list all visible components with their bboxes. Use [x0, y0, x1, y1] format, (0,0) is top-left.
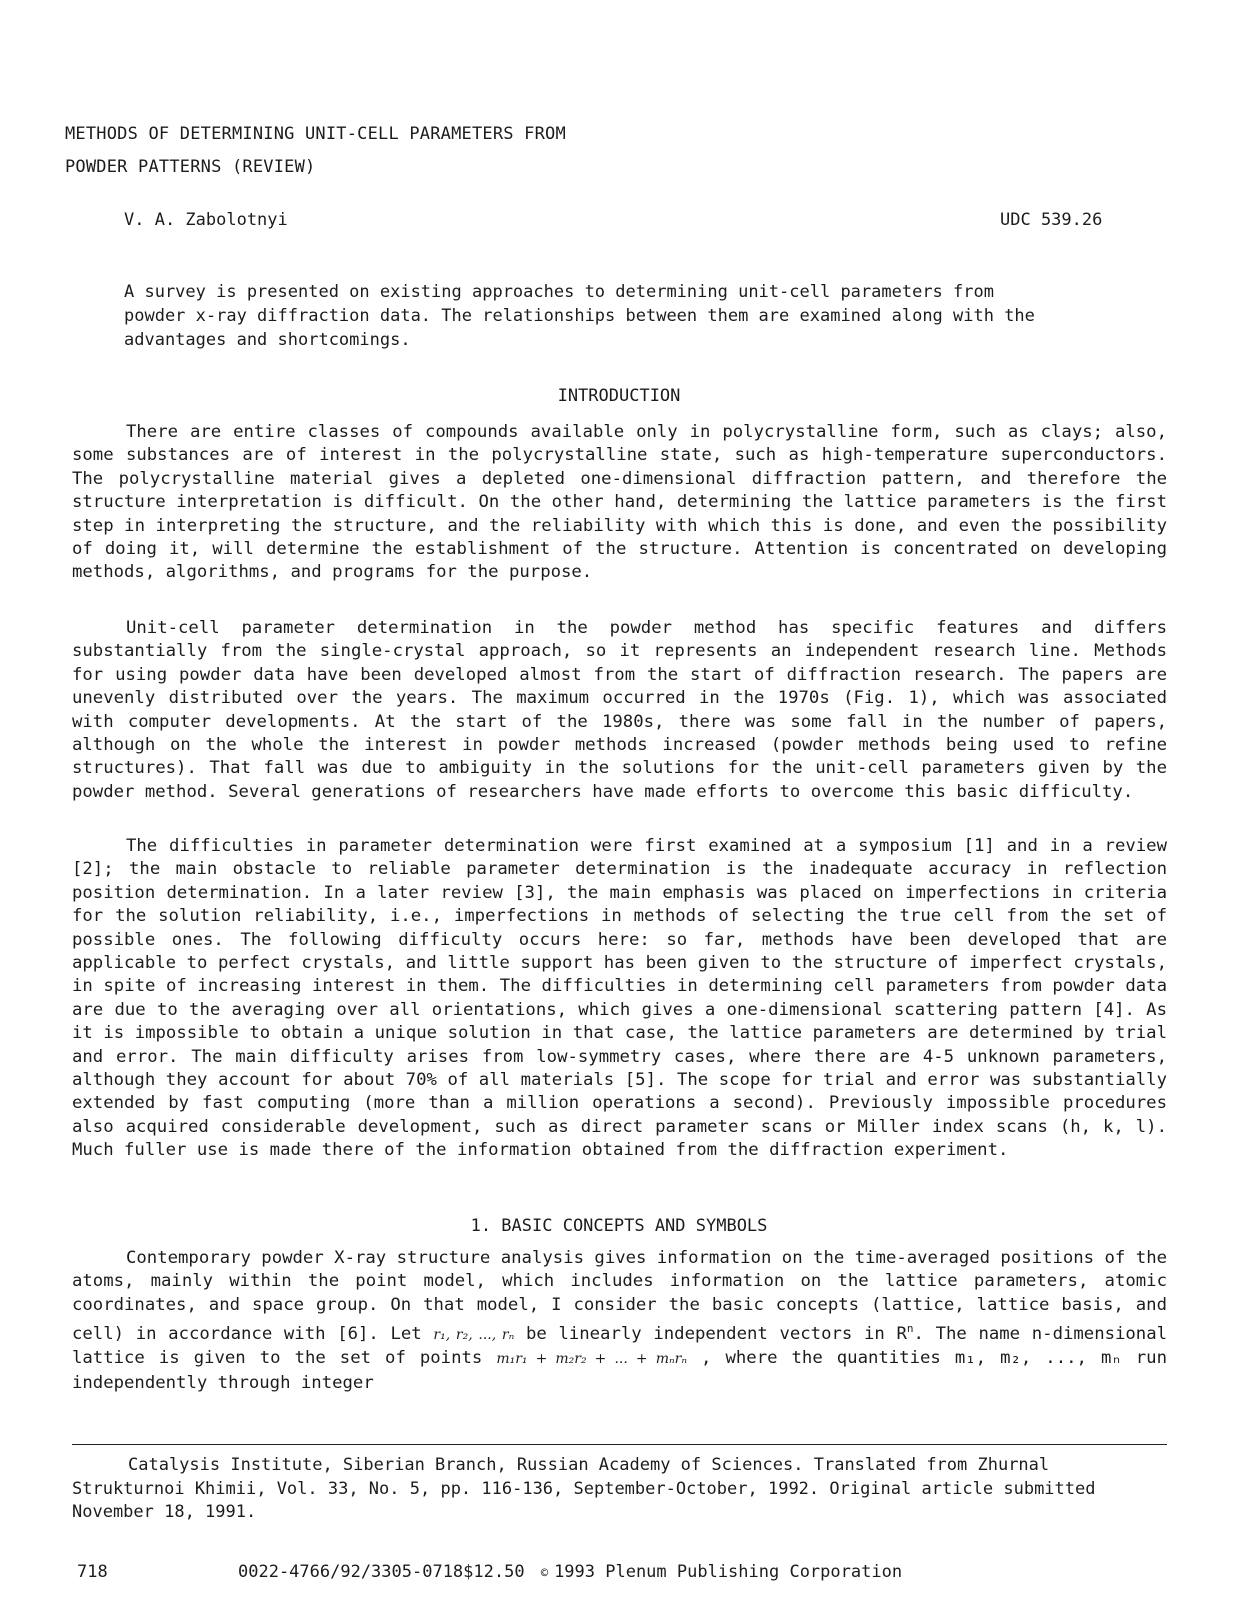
points-expression: m₁r₁ + m₂r₂ + ... + mₙrₙ: [496, 1351, 688, 1368]
udc-code: UDC 539.26: [1000, 210, 1103, 230]
footnote: Catalysis Institute, Siberian Branch, Russian Academy of Sciences. Translated from Zhurnal Strukturnoi Khimii, Vol. 33, No. 5, pp. 116-136, September-October, 1992. Original article submitted November 18, 1991.: [72, 1455, 1096, 1522]
title-line-2: POWDER PATTERNS (REVIEW): [65, 157, 316, 177]
section-1-text-c: . The name n-dimensional lattice is given to the set of points: [72, 1323, 1168, 1369]
section-1-heading: 1. BASIC CONCEPTS AND SYMBOLS: [470, 1216, 768, 1236]
introduction-heading: INTRODUCTION: [557, 386, 681, 406]
section-1-paragraph: [72, 1247, 1167, 1395]
footnote-divider: [72, 1444, 1167, 1445]
section-1-text-d: , where the quantities m₁, m₂, ..., mₙ run independently through integer: [72, 1348, 1167, 1393]
vectors-expression: r₁, r₂, ..., rₙ: [433, 1326, 515, 1343]
intro-paragraph-2: Unit-cell parameter determination in the powder method has specific features and differs substantially from the single-crystal approach, so it represents an independent research line. Methods for using powder data have been developed almost from the start of diffraction research. The papers are unevenly distributed over the years. The maximum occurred in the 1970s (Fig. 1), which was associated with computer developments. At the start of the 1980s, there was some fall in the number of papers, although on the whole the interest in powder methods increased (powder methods being used to refine structures). That fall was due to ambiguity in the solutions for the unit-cell parameters given by the powder method. Several generations of researchers have made efforts to overcome this basic difficulty.: [72, 618, 1167, 802]
article-code: 0022-4766/92/3305-0718$12.50: [238, 1562, 525, 1582]
intro-paragraph-3: The difficulties in parameter determination were first examined at a symposium [1] and in a review [2]; the main obstacle to reliable parameter determination is the inadequate accuracy in reflection position determination. In a later review [3], the main emphasis was placed on imperfections in criteria for the solution reliability, i.e., imperfections in methods of selecting the true cell from the set of possible ones. The following difficulty occurs here: so far, methods have been developed that are applicable to perfect crystals, and little support has been given to the structure of imperfect crystals, in spite of increasing interest in them. The difficulties in determining cell parameters from powder data are due to the averaging over all orientations, which gives a one-dimensional scattering pattern [4]. As it is impossible to obtain a unique solution in that case, the lattice parameters are determined by trial and error. The main difficulty arises from low-symmetry cases, where there are 4-5 unknown parameters, although they account for about 70% of all materials [5]. The scope for trial and error was substantially extended by fast computing (more than a million operations a second). Previously impossible procedures also acquired considerable development, such as direct parameter scans or Miller index scans (h, k, l). Much fuller use is made there of the information obtained from the diffraction experiment.: [72, 836, 1167, 1161]
section-1-text-a: Contemporary powder X-ray structure analysis gives information on the time-averaged positions of the atoms, mainly within the point model, which includes information on the lattice parameters, atomic coordinates, and space group. On that model, I consider the basic concepts (lattice, lattice basis, and cell) in accordance with [6]. Let: [72, 1248, 1167, 1344]
copyright-text: 1993 Plenum Publishing Corporation: [554, 1562, 903, 1582]
publication-line: [238, 1562, 902, 1582]
intro-paragraph-1: There are entire classes of compounds available only in polycrystalline form, such as clays; also, some substances are of interest in the polycrystalline state, such as high-temperature superconductors. The polycrystalline material gives a depleted one-dimensional diffraction pattern, and therefore the structure interpretation is difficult. On the other hand, determining the lattice parameters is the first step in interpreting the structure, and the reliability with which this is done, and even the possibility of doing it, will determine the establishment of the structure. Attention is concentrated on developing methods, algorithms, and programs for the purpose.: [72, 422, 1167, 583]
page-number: 718: [77, 1562, 108, 1582]
section-1-text-b: be linearly independent vectors in R: [525, 1323, 907, 1344]
abstract: A survey is presented on existing approaches to determining unit-cell parameters from powder x-ray diffraction data. The relationships between them are examined along with the advantages and shortcomings.: [124, 282, 1035, 350]
superscript-n: n: [906, 1322, 914, 1336]
author-name: V. A. Zabolotnyi: [124, 210, 288, 230]
copyright-symbol: ©: [540, 1566, 549, 1580]
title-line-1: METHODS OF DETERMINING UNIT-CELL PARAMETERS FROM: [65, 124, 566, 144]
